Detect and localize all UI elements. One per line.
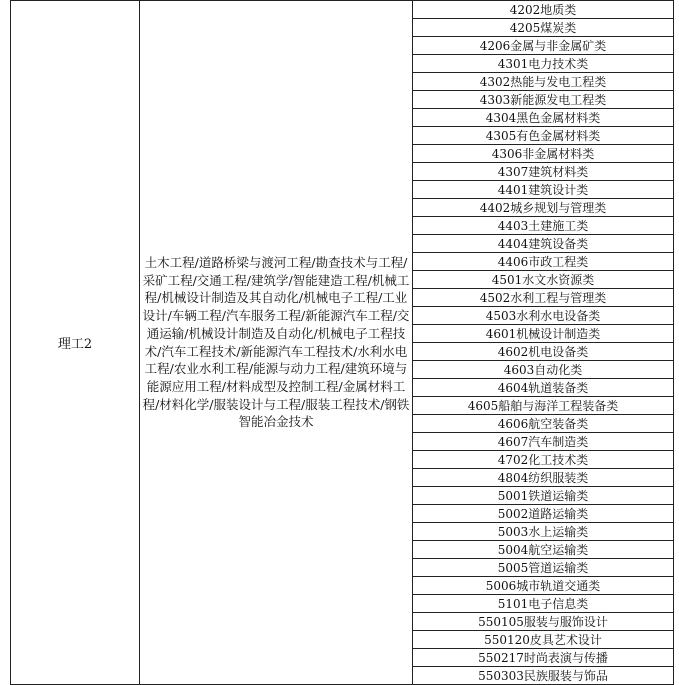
code-cell: 4605船舶与海洋工程装备类 <box>413 397 674 415</box>
code-cell: 4304黑色金属材料类 <box>413 109 674 127</box>
code-cell: 4702化工技术类 <box>413 451 674 469</box>
table-body <box>11 1 674 685</box>
major-category-table <box>10 0 674 685</box>
table-row <box>11 1 674 19</box>
code-cell: 4604轨道装备类 <box>413 379 674 397</box>
code-cell: 4401建筑设计类 <box>413 181 674 199</box>
code-cell: 4503水利水电设备类 <box>413 307 674 325</box>
code-cell: 550105服装与服饰设计 <box>413 613 674 631</box>
code-cell: 5005管道运输类 <box>413 559 674 577</box>
code-cell: 550303民族服装与饰品 <box>413 667 674 685</box>
code-cell: 4306非金属材料类 <box>413 145 674 163</box>
code-cell: 4303新能源发电工程类 <box>413 91 674 109</box>
code-cell: 4301电力技术类 <box>413 55 674 73</box>
code-cell: 5002道路运输类 <box>413 505 674 523</box>
code-cell: 4206金属与非金属矿类 <box>413 37 674 55</box>
code-cell: 4607汽车制造类 <box>413 433 674 451</box>
code-cell: 5001铁道运输类 <box>413 487 674 505</box>
code-cell: 4302热能与发电工程类 <box>413 73 674 91</box>
code-cell: 4403土建施工类 <box>413 217 674 235</box>
code-cell: 4404建筑设备类 <box>413 235 674 253</box>
code-cell: 4601机械设计制造类 <box>413 325 674 343</box>
code-cell: 4205煤炭类 <box>413 19 674 37</box>
code-cell: 4804纺织服装类 <box>413 469 674 487</box>
code-cell: 550217时尚表演与传播 <box>413 649 674 667</box>
code-cell: 4202地质类 <box>413 1 674 19</box>
majors-cell: 土木工程/道路桥梁与渡河工程/勘查技术与工程/采矿工程/交通工程/建筑学/智能建造工程/机械工程/机械设计制造及其自动化/机械电子工程/工业设计/车辆工程/汽车服务工程/新能源汽车工程/交通运输/机械设计制造及自动化/机械电子工程技术/汽车工程技术/新能源汽车工程技术/水利水电工程/农业水利工程/能源与动力工程/建筑环境与能源应用工程/材料成型及控制工程/金属材料工程/材料化学/服装设计与工程/服装工程技术/钢铁智能冶金技术 <box>140 1 413 685</box>
code-cell: 5101电子信息类 <box>413 595 674 613</box>
code-cell: 4406市政工程类 <box>413 253 674 271</box>
code-cell: 4502水利工程与管理类 <box>413 289 674 307</box>
code-cell: 4305有色金属材料类 <box>413 127 674 145</box>
category-cell: 理工2 <box>11 1 140 685</box>
code-cell: 5006城市轨道交通类 <box>413 577 674 595</box>
code-cell: 4501水文水资源类 <box>413 271 674 289</box>
code-cell: 4402城乡规划与管理类 <box>413 199 674 217</box>
code-cell: 4603自动化类 <box>413 361 674 379</box>
code-cell: 4307建筑材料类 <box>413 163 674 181</box>
code-cell: 550120皮具艺术设计 <box>413 631 674 649</box>
code-cell: 4606航空装备类 <box>413 415 674 433</box>
code-cell: 5004航空运输类 <box>413 541 674 559</box>
code-cell: 4602机电设备类 <box>413 343 674 361</box>
code-cell: 5003水上运输类 <box>413 523 674 541</box>
